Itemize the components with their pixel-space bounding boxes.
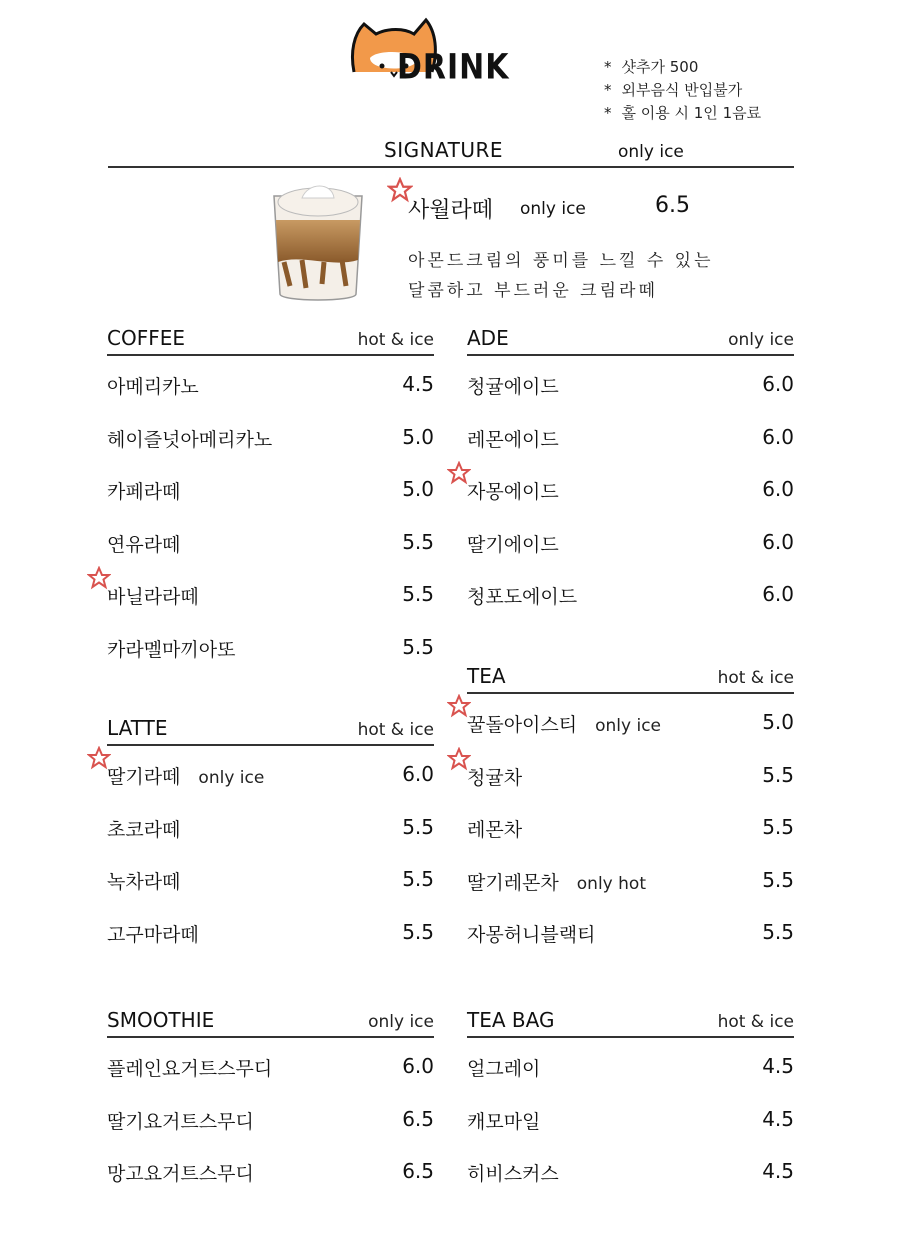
menu-item xyxy=(467,1143,794,1196)
menu-item xyxy=(107,461,434,514)
item-name: 자몽허니블랙티 xyxy=(467,924,596,946)
item-price: 5.0 xyxy=(402,477,434,501)
item-price: 4.5 xyxy=(402,372,434,396)
section-header xyxy=(107,710,434,746)
signature-item-name: 사월라떼 xyxy=(408,198,494,223)
item-name: 딸기레몬차 only hot xyxy=(467,871,646,894)
item-price: 5.5 xyxy=(762,867,794,892)
item-note: only ice xyxy=(595,716,662,736)
item-name: 자몽에이드 xyxy=(467,481,559,503)
menu-item xyxy=(467,566,794,619)
item-price: 5.5 xyxy=(762,762,794,787)
section-title: TEA xyxy=(467,664,506,688)
item-name: 바닐라라떼 xyxy=(107,586,199,608)
signature-item-note: only ice xyxy=(520,199,586,219)
item-name: 딸기라떼 only ice xyxy=(107,766,265,788)
menu-item xyxy=(107,851,434,904)
item-name: 딸기요거트스무디 xyxy=(107,1110,254,1133)
section-note: hot & ice xyxy=(357,720,434,740)
item-price: 4.5 xyxy=(762,1159,794,1183)
item-name: 청포도에이드 xyxy=(467,586,578,608)
item-name: 딸기에이드 xyxy=(467,533,559,556)
menu-item xyxy=(467,799,794,852)
item-note: only hot xyxy=(576,873,646,894)
menu-item xyxy=(467,356,794,409)
section-header xyxy=(467,320,794,356)
item-price: 6.0 xyxy=(762,582,794,606)
menu-item xyxy=(467,852,794,905)
menu-item xyxy=(107,799,434,852)
section-header xyxy=(107,1002,434,1038)
signature-note: only ice xyxy=(618,142,684,162)
section-title: SMOOTHIE xyxy=(107,1008,215,1032)
section-tea xyxy=(467,658,794,957)
section-note: hot & ice xyxy=(717,1012,794,1032)
item-name: 히비스커스 xyxy=(467,1163,559,1185)
section-title: COFFEE xyxy=(107,326,185,350)
item-price: 6.0 xyxy=(402,762,434,786)
item-list xyxy=(467,356,794,619)
menu-item xyxy=(467,1038,794,1091)
section-latte xyxy=(107,710,434,956)
item-price: 4.5 xyxy=(762,1054,794,1078)
item-price: 6.0 xyxy=(762,529,794,554)
item-name: 망고요거트스무디 xyxy=(107,1163,254,1185)
menu-item xyxy=(107,514,434,567)
section-coffee xyxy=(107,320,434,671)
notice-list xyxy=(604,56,761,125)
item-note: only ice xyxy=(198,768,265,788)
menu-item xyxy=(467,904,794,957)
menu-item xyxy=(467,409,794,462)
item-name: 헤이즐넛아메리카노 xyxy=(107,428,273,451)
item-name: 캐모마일 xyxy=(467,1110,541,1133)
signature-title: SIGNATURE xyxy=(384,138,504,162)
signature-item-price: 6.5 xyxy=(655,193,690,218)
menu-item xyxy=(107,409,434,462)
section-note: hot & ice xyxy=(357,330,434,350)
item-price: 5.5 xyxy=(402,814,434,839)
signature-drink-image xyxy=(262,176,374,306)
item-price: 6.0 xyxy=(762,477,794,501)
menu-item xyxy=(107,1038,434,1091)
menu-item xyxy=(107,904,434,957)
item-name: 녹차라떼 xyxy=(107,871,181,893)
item-price: 5.0 xyxy=(402,424,434,449)
item-price: 6.0 xyxy=(762,424,794,449)
item-list xyxy=(107,1038,434,1196)
menu-item xyxy=(107,1143,434,1196)
item-list xyxy=(467,694,794,957)
menu-item xyxy=(107,1091,434,1144)
section-smoothie xyxy=(107,1002,434,1196)
menu-item xyxy=(107,619,434,672)
item-price: 4.5 xyxy=(762,1106,794,1131)
notice-item: * 샷추가 500 xyxy=(604,58,699,76)
menu-item xyxy=(467,461,794,514)
item-price: 5.5 xyxy=(402,529,434,554)
menu-item xyxy=(107,356,434,409)
item-price: 5.5 xyxy=(762,920,794,944)
section-note: only ice xyxy=(728,330,794,350)
item-name: 고구마라떼 xyxy=(107,923,199,946)
section-ade xyxy=(467,320,794,619)
item-name: 청귤차 xyxy=(467,766,523,789)
item-name: 아메리카노 xyxy=(107,376,199,398)
menu-item xyxy=(467,694,794,747)
item-name: 연유라떼 xyxy=(107,533,181,556)
item-name: 얼그레이 xyxy=(467,1058,541,1080)
item-name: 플레인요거트스무디 xyxy=(107,1058,273,1080)
item-name: 청귤에이드 xyxy=(467,376,559,398)
item-price: 6.5 xyxy=(402,1106,434,1131)
item-price: 5.0 xyxy=(762,710,794,734)
menu-item xyxy=(107,746,434,799)
signature-description: 아몬드크림의 풍미를 느낄 수 있는 달콤하고 부드러운 크림라떼 xyxy=(408,251,714,301)
section-header xyxy=(467,1002,794,1038)
menu-item xyxy=(107,566,434,619)
item-list xyxy=(107,746,434,956)
item-name: 초코라떼 xyxy=(107,818,181,841)
item-price: 5.5 xyxy=(402,634,434,659)
item-price: 6.5 xyxy=(402,1159,434,1183)
section-teabag xyxy=(467,1002,794,1196)
signature-divider xyxy=(108,166,794,168)
item-price: 5.5 xyxy=(762,815,794,839)
menu-item xyxy=(467,1091,794,1144)
menu-item xyxy=(467,514,794,567)
section-note: hot & ice xyxy=(717,668,794,688)
item-name: 카페라떼 xyxy=(107,481,181,503)
item-price: 5.5 xyxy=(402,919,434,944)
section-note: only ice xyxy=(368,1012,434,1032)
menu-title: DRINK xyxy=(397,47,510,88)
item-price: 6.0 xyxy=(762,372,794,396)
section-header xyxy=(107,320,434,356)
menu-item xyxy=(467,747,794,800)
item-name: 카라멜마끼아또 xyxy=(107,638,236,661)
item-name: 레몬차 xyxy=(467,819,523,841)
item-list xyxy=(467,1038,794,1196)
item-list xyxy=(107,356,434,671)
section-header xyxy=(467,658,794,694)
section-title: LATTE xyxy=(107,716,168,740)
section-title: ADE xyxy=(467,326,509,350)
item-price: 5.5 xyxy=(402,582,434,606)
notice-item: * 외부음식 반입불가 xyxy=(604,81,743,99)
item-name: 꿀돌아이스티 only ice xyxy=(467,714,662,736)
item-price: 5.5 xyxy=(402,867,434,891)
notice-item: * 홀 이용 시 1인 1음료 xyxy=(604,104,762,122)
section-title: TEA BAG xyxy=(467,1008,555,1032)
item-name: 레몬에이드 xyxy=(467,428,559,451)
item-price: 6.0 xyxy=(402,1054,434,1078)
